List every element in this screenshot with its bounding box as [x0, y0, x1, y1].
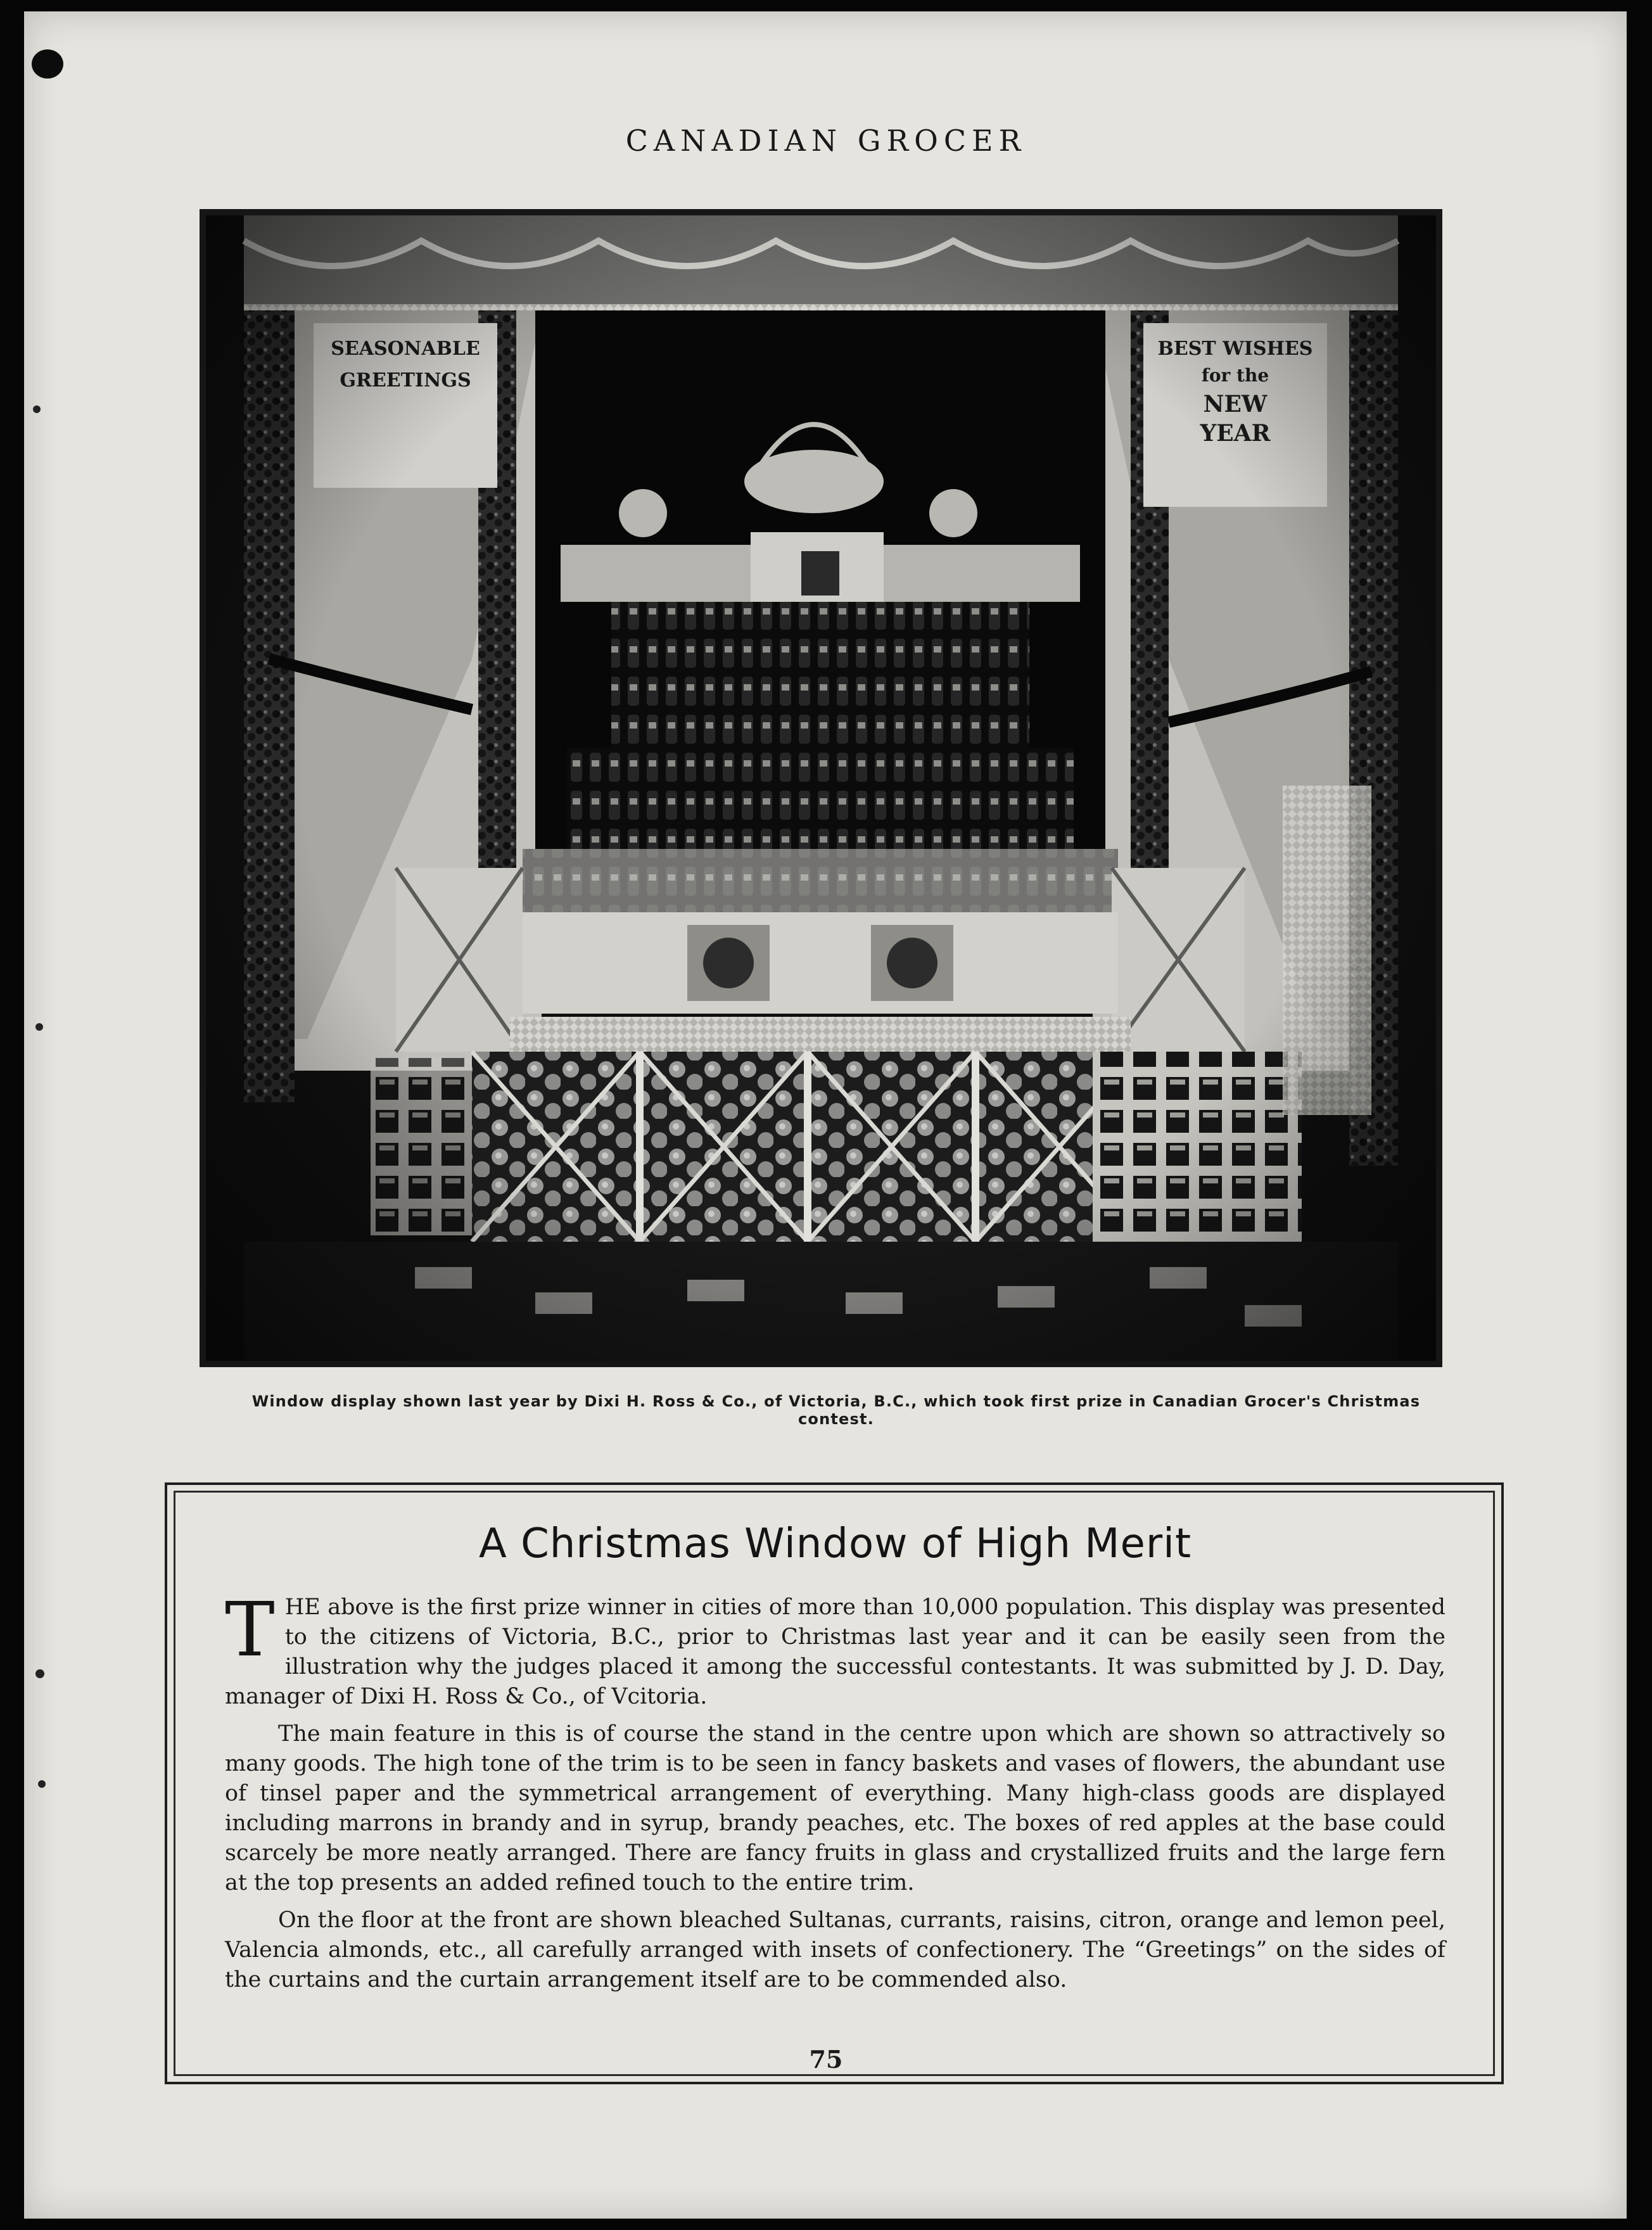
article-paragraph-1	[225, 1586, 1446, 1712]
speck	[35, 1669, 44, 1678]
speck	[38, 1780, 46, 1788]
article	[225, 1520, 1446, 2003]
article-paragraph-3: On the floor at the front are shown bleached Sultanas, currants, raisins, citron, orange and lemon peel, Valencia almonds, etc., all carefully arranged with insets of confectionery. The “Greetings” on the sides of the curtains and the curtain arrangement itself are to be commended also.	[225, 1908, 1446, 1992]
paragraph-1-text: HE above is the first prize winner in cities of more than 10,000 population. This display was presented to the citizens of Victoria, B.C., prior to Christmas last year and it can be easily seen from the illustration why the judges placed it among the successful contestants. It was submitted by J. D. Day, manager of Dixi H. Ross & Co., of Vcitoria.	[225, 1595, 1446, 1709]
speck	[33, 405, 41, 413]
photo-illustration	[206, 215, 1436, 1361]
photo-caption: Window display shown last year by Dixi H. Ross & Co., of Victoria, B.C., which took first prize in Canadian Grocer's Christmas contest.	[251, 1392, 1421, 1428]
speck	[35, 1023, 43, 1031]
binder-hole	[32, 49, 63, 79]
page-number: 75	[809, 2045, 843, 2074]
running-head: CANADIAN GROCER	[625, 124, 1027, 158]
drop-cap: T	[225, 1586, 275, 1673]
article-title: A Christmas Window of High Merit	[478, 1520, 1192, 1567]
article-paragraph-2: The main feature in this is of course the stand in the centre upon which are shown so attractively so many goods. The high tone of the trim is to be seen in fancy baskets and vases of flowers, the abundant use of tinsel paper and the symmetrical arrangement of everything. Many high-class goods are displayed including marrons in brandy and in syrup, brandy peaches, etc. The boxes of red apples at the base could scarcely be more neatly arranged. There are fancy fruits in glass and crystallized fruits and the large fern at the top presents an added refined touch to the entire trim.	[225, 1721, 1446, 1896]
window-display-photo	[200, 209, 1442, 1367]
